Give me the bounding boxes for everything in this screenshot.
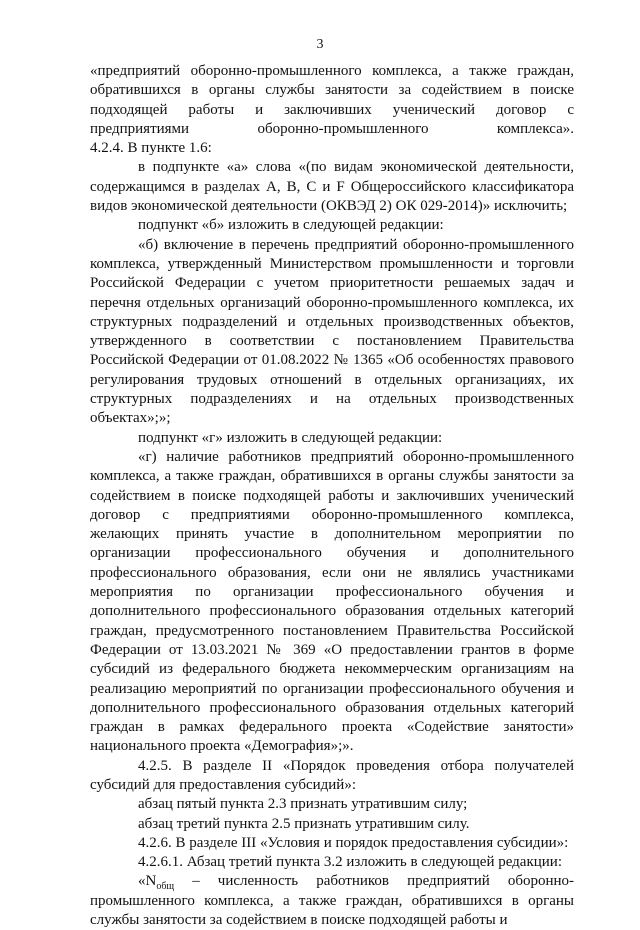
text-line: граждан, предусмотренного постановлением Правительства Российской <box>90 622 574 639</box>
text-line: перечня отдельных организаций оборонно-промышленного комплекса, их <box>90 294 574 311</box>
text-line: абзац пятый пункта 2.3 признать утратившим силу; <box>138 796 468 813</box>
paragraph <box>90 834 574 853</box>
text-line: структурных подразделениях и на отдельных производственных <box>90 391 574 408</box>
text-line: комплекса, утвержденный Министерством промышленности и торговли <box>90 255 574 272</box>
paragraph <box>90 158 574 216</box>
text-line: «предприятий оборонно-промышленного комплекса, а также граждан, <box>90 63 574 79</box>
text-line: утвержденного в соответствии с постановлением Правительства <box>90 333 574 350</box>
formula-definition: – численность работников предприятий оборонно- <box>174 873 574 890</box>
paragraph <box>90 448 574 757</box>
text-line: абзац третий пункта 2.5 признать утратившим силу. <box>138 815 470 832</box>
document-body <box>90 62 574 930</box>
paragraph <box>90 853 574 872</box>
text-line: 4.2.6. В разделе III «Условия и порядок предоставления субсидии»: <box>138 834 569 851</box>
text-line: Российской Федерации от 01.08.2022 № 1365 «Об особенностях правового <box>90 352 574 369</box>
text-line: регулирования трудовых отношений в отдельных организациях, их <box>90 371 574 388</box>
text-line: структурных подразделений и отдельных производственных объектов, <box>90 313 574 330</box>
paragraph <box>90 429 574 448</box>
formula-subscript: общ <box>156 881 175 893</box>
paragraph <box>90 62 574 158</box>
text-line: мероприятия по организации профессионального обучения и <box>90 584 574 601</box>
text-line: объектах»;»; <box>90 410 171 427</box>
text-line: дополнительного профессионального образования отдельных категорий <box>90 699 574 716</box>
text-line: 4.2.5. В разделе II «Порядок проведения отбора получателей <box>138 757 574 774</box>
text-line: Федерации от 13.03.2021 № 369 «О предоставлении грантов в форме <box>90 641 574 658</box>
paragraph <box>90 815 574 834</box>
text-line: дополнительного профессионального образования отдельных категорий <box>90 603 574 620</box>
text-line: национального проекта «Демография»;». <box>90 738 354 755</box>
text-line: обратившихся в органы службы занятости за содействием в поиске <box>90 82 574 99</box>
text-line: службы занятости за содействием в поиске подходящей работы и <box>90 912 508 929</box>
text-line: Российской Федерации с учетом приоритетности решаемых задач и <box>90 275 574 292</box>
text-line <box>90 872 574 891</box>
text-line: видов экономической деятельности (ОКВЭД 2) ОК 029-2014)» исключить; <box>90 198 568 215</box>
text-line: организации профессионального обучения и дополнительного <box>90 545 574 562</box>
text-line: предприятиями оборонно-промышленного комплекса». <box>90 120 574 137</box>
text-line: подпункт «г» изложить в следующей редакции: <box>138 429 443 446</box>
text-line: 4.2.4. В пункте 1.6: <box>90 140 212 157</box>
paragraph <box>90 795 574 814</box>
text-line: «г) наличие работников предприятий оборонно-промышленного <box>138 448 574 465</box>
text-line: промышленного комплекса, а также граждан, обратившихся в органы <box>90 892 574 909</box>
text-line: желающих принять участие в дополнительном мероприятии по <box>90 526 574 543</box>
text-line: комплекса, а также граждан, обратившихся в органы службы занятости за <box>90 468 574 485</box>
text-line: профессионального образования, если они не являлись участниками <box>90 564 574 581</box>
paragraph <box>90 757 574 796</box>
page-number: 3 <box>316 37 324 52</box>
text-line: граждан в рамках федерального проекта «Содействие занятости» <box>90 719 574 736</box>
text-line: 4.2.6.1. Абзац третий пункта 3.2 изложить в следующей редакции: <box>138 854 563 871</box>
paragraph <box>90 216 574 235</box>
paragraph <box>90 872 574 930</box>
text-line: реализацию мероприятий по организации профессионального обучения и <box>90 680 574 697</box>
paragraph <box>90 236 574 429</box>
text-line: содержащимся в разделах A, B, C и F Общероссийского классификатора <box>90 178 574 195</box>
text-line: подпункт «б» изложить в следующей редакции: <box>138 217 444 234</box>
text-line: в подпункте «а» слова «(по видам экономической деятельности, <box>138 159 574 176</box>
text-line: субсидий для предоставления субсидий»: <box>90 776 356 793</box>
text-line: подходящей работы и заключивших ученический договор с <box>90 101 574 118</box>
text-line: договор с предприятиями оборонно-промышленного комплекса, <box>90 506 574 523</box>
text-line: содействием в поиске подходящей работы и заключивших ученический <box>90 487 574 504</box>
text-line: «б) включение в перечень предприятий оборонно-промышленного <box>138 236 574 253</box>
formula-symbol: «N <box>138 873 157 890</box>
text-line: субсидий из федерального бюджета некоммерческим организациям на <box>90 661 574 678</box>
